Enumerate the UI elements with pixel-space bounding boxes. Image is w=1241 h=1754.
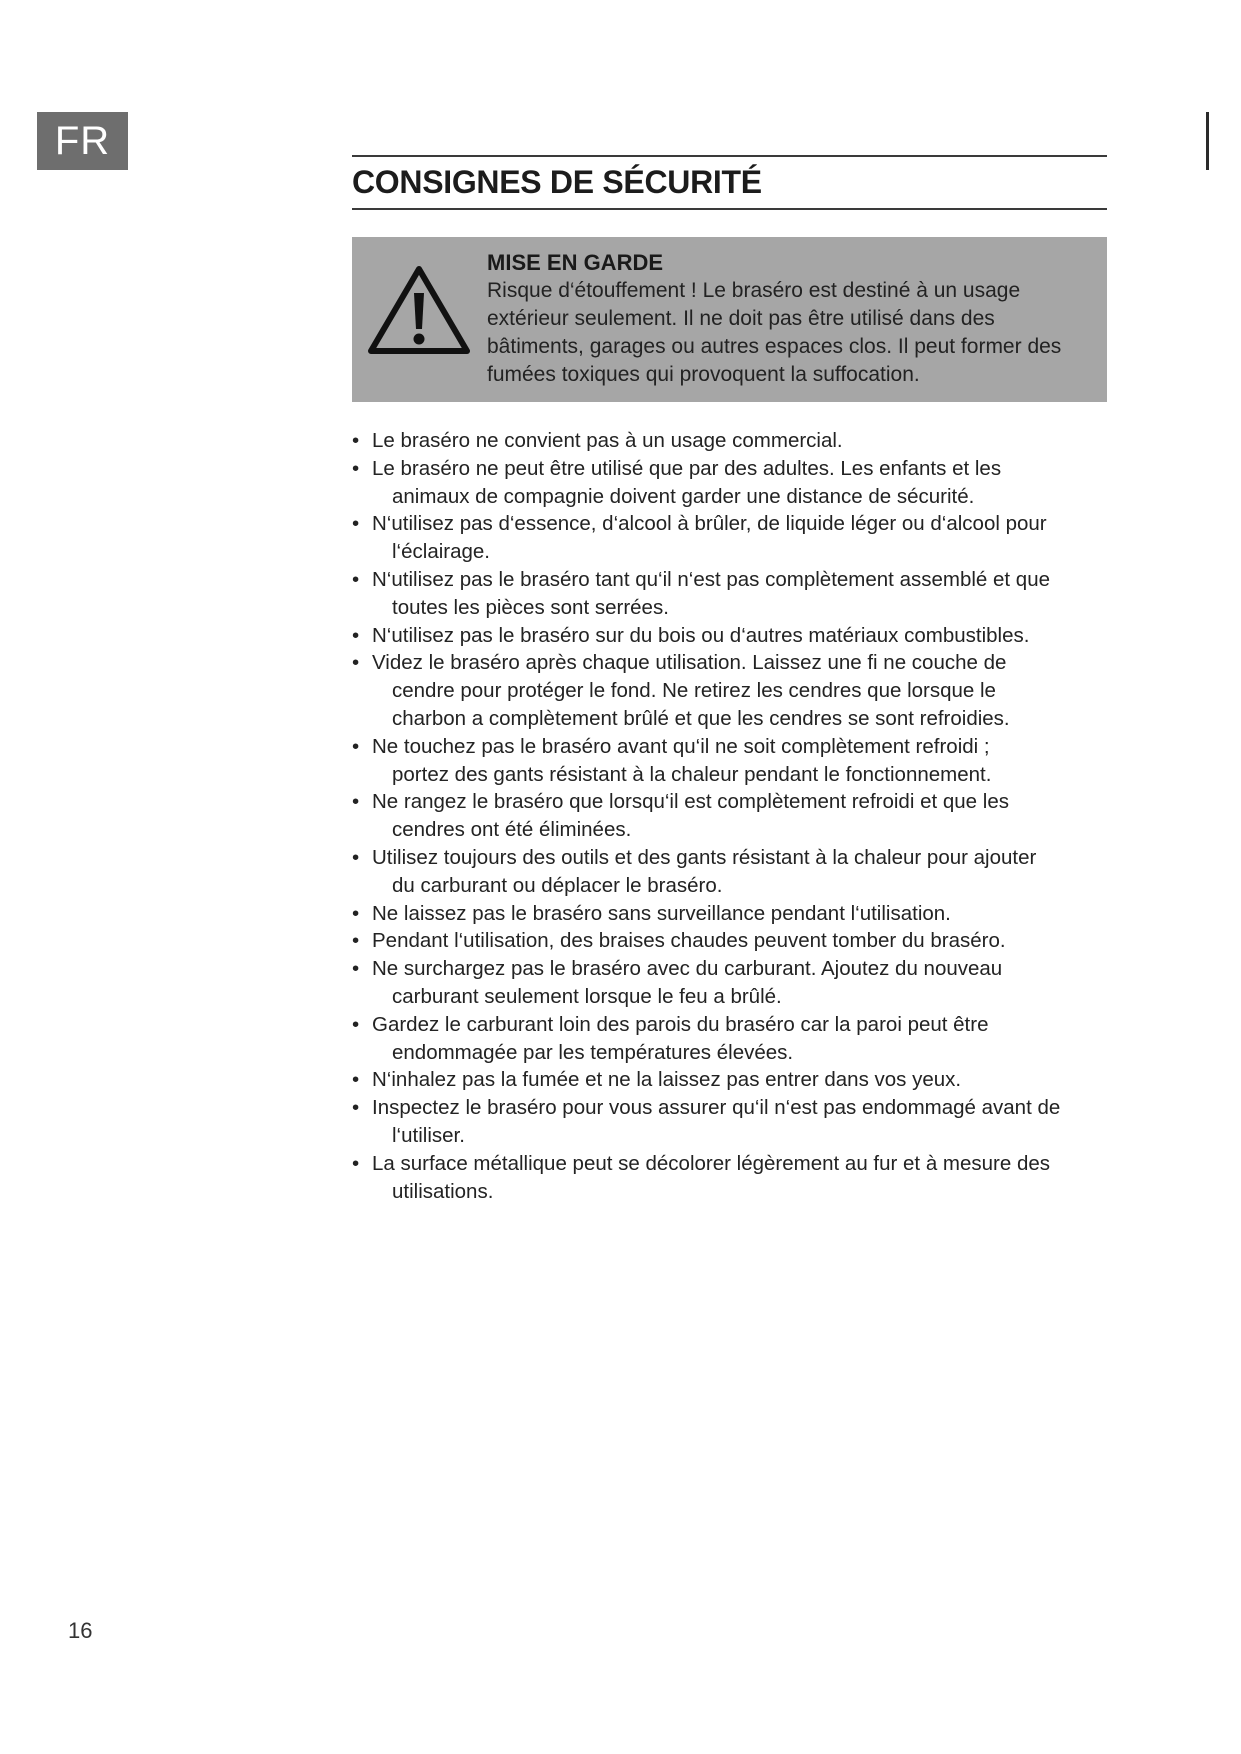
safety-rules-list (352, 427, 1112, 1205)
page-title: CONSIGNES DE SÉCURITÉ (352, 164, 762, 200)
list-item-text: utilisations. (392, 1179, 494, 1203)
warning-box (352, 237, 1107, 402)
list-item-text: • Pendant l‘utilisation, des braises chaudes peuvent tomber du braséro. (372, 929, 1006, 953)
language-tab: FR (37, 112, 128, 170)
list-item (352, 566, 1112, 622)
list-item-text: charbon a complètement brûlé et que les cendres se sont refroidies. (392, 706, 1010, 730)
warning-title: MISE EN GARDE (487, 250, 664, 275)
list-item (352, 1150, 1112, 1206)
list-item (352, 733, 1112, 789)
list-item (352, 1066, 1112, 1094)
list-item-text: • N‘utilisez pas le braséro tant qu‘il n‘est pas complètement assemblé et que (372, 567, 1050, 591)
list-item-text: • Ne laissez pas le braséro sans surveillance pendant l‘utilisation. (372, 901, 951, 925)
list-item-text: l‘éclairage. (392, 540, 490, 564)
list-item-text: • Ne surchargez pas le braséro avec du carburant. Ajoutez du nouveau (372, 957, 1003, 981)
list-item-text: • Inspectez le braséro pour vous assurer qu‘il n‘est pas endommagé avant de (372, 1096, 1061, 1120)
title-bottom-rule (352, 208, 1107, 210)
list-item-text: • Le braséro ne convient pas à un usage commercial. (372, 429, 843, 452)
list-item-text: cendres ont été éliminées. (392, 818, 632, 842)
warning-triangle-icon (366, 263, 472, 359)
list-item-text: • Gardez le carburant loin des parois du braséro car la paroi peut être (372, 1012, 989, 1036)
list-item (352, 455, 1112, 511)
list-item-text: • La surface métallique peut se décolorer légèrement au fur et à mesure des (372, 1151, 1051, 1175)
list-item-text: endommagée par les températures élevées. (392, 1040, 794, 1064)
list-item-text: • Le braséro ne peut être utilisé que par des adultes. Les enfants et les (372, 456, 1002, 480)
page-edge-marker (1206, 112, 1209, 170)
list-item-text: • Utilisez toujours des outils et des gants résistant à la chaleur pour ajouter (372, 845, 1037, 869)
list-item-text: • Ne rangez le braséro que lorsqu‘il est complètement refroidi et que les (372, 790, 1009, 814)
title-top-rule (352, 155, 1107, 157)
list-item-text: cendre pour protéger le fond. Ne retirez les cendres que lorsque le (392, 679, 996, 703)
list-item-text: l‘utiliser. (392, 1123, 465, 1147)
page-number: 16 (68, 1618, 93, 1643)
list-item (352, 1094, 1112, 1150)
list-item-text: • N‘utilisez pas le braséro sur du bois ou d‘autres matériaux combustibles. (372, 623, 1030, 647)
list-item (352, 844, 1112, 900)
list-item (352, 955, 1112, 1011)
list-item-text: • N‘inhalez pas la fumée et ne la laissez pas entrer dans vos yeux. (372, 1068, 962, 1092)
list-item-text: carburant seulement lorsque le feu a brûlé. (392, 984, 782, 1008)
warning-text: Risque d‘étouffement ! Le braséro est destiné à un usage extérieur seulement. Il ne doit pas être utilisé dans des bâtiments, garages ou autres espaces clos. Il peut former des fumées toxiques qui provoquent la suffocation. (487, 279, 1062, 386)
list-item (352, 427, 1112, 455)
list-item (352, 927, 1112, 955)
list-item-text: • Ne touchez pas le braséro avant qu‘il ne soit complètement refroidi ; (372, 734, 990, 758)
list-item (352, 622, 1112, 650)
list-item-text: • Videz le braséro après chaque utilisation. Laissez une fi ne couche de (372, 651, 1007, 675)
list-item (352, 788, 1112, 844)
list-item-text: portez des gants résistant à la chaleur pendant le fonctionnement. (392, 762, 992, 786)
list-item-text: toutes les pièces sont serrées. (392, 595, 669, 619)
list-item (352, 900, 1112, 928)
list-item-text: du carburant ou déplacer le braséro. (392, 873, 723, 897)
list-item-text: • N‘utilisez pas d‘essence, d‘alcool à brûler, de liquide léger ou d‘alcool pour (372, 512, 1047, 536)
list-item-text: animaux de compagnie doivent garder une distance de sécurité. (392, 484, 975, 508)
list-item (352, 649, 1112, 732)
list-item (352, 510, 1112, 566)
list-item (352, 1011, 1112, 1067)
